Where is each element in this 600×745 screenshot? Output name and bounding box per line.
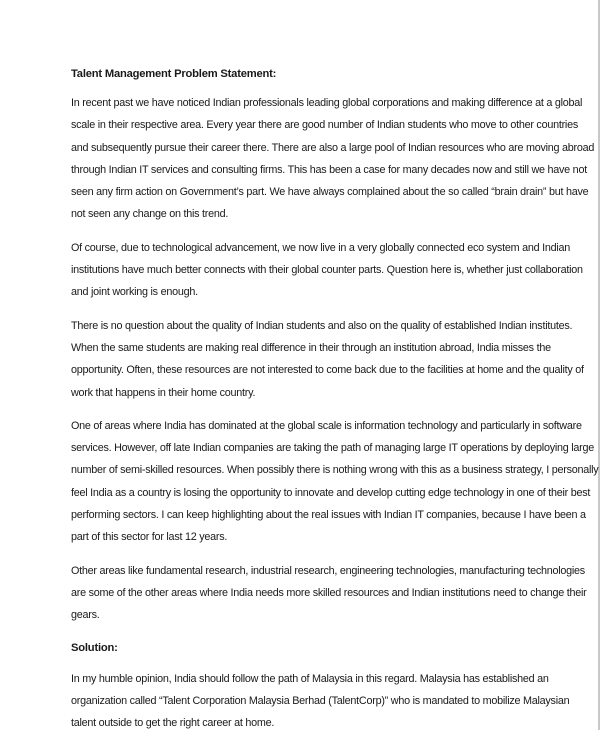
text-line: In my humble opinion, India should follow the path of Malaysia in this regard. Malaysia has established an <box>71 672 549 685</box>
text-line: services. However, off late Indian companies are taking the path of managing large IT operations by deploying large <box>71 442 595 455</box>
text-line: Of course, due to technological advancement, we now live in a very globally connected eco system and Indian <box>71 241 571 254</box>
text-line: talent outside to get the right career at home. <box>71 717 275 730</box>
paragraph-3 <box>71 315 584 404</box>
paragraph-5 <box>71 560 587 627</box>
text-line: number of semi-skilled resources. When possibly there is nothing wrong with this as a business strategy, I personally <box>71 464 599 477</box>
solution-heading: Solution: <box>71 641 118 654</box>
text-line: through Indian IT services and consulting firms. This has been a case for many decades now and still we have not <box>71 163 587 176</box>
text-line: not seen any change on this trend. <box>71 208 229 221</box>
paragraph-4 <box>71 415 599 549</box>
text-line: gears. <box>71 609 100 622</box>
text-line: are some of the other areas where India needs more skilled resources and Indian institutions need to change their <box>71 586 587 599</box>
text-line: performing sectors. I can keep highlighting about the real issues with Indian IT companies, because I have been a <box>71 509 586 522</box>
text-line: and subsequently pursue their career there. There are also a large pool of Indian resources who are moving abroad <box>71 141 595 154</box>
text-line: Other areas like fundamental research, industrial research, engineering technologies, manufacturing technologies <box>71 564 585 577</box>
paragraph-2 <box>71 237 583 304</box>
paragraph-1 <box>71 92 595 226</box>
text-line: When the same students are making real difference in their through an institution abroad, India misses the <box>71 341 551 354</box>
text-line: opportunity. Often, these resources are not interested to come back due to the facilities at home and the quality of <box>71 364 584 377</box>
text-line: work that happens in their home country. <box>71 386 256 399</box>
text-line: There is no question about the quality of Indian students and also on the quality of established Indian institutes. <box>71 319 573 332</box>
solution-paragraph <box>71 668 570 735</box>
document-title: Talent Management Problem Statement: <box>71 68 277 80</box>
text-line: scale in their respective area. Every year there are good number of Indian students who move to other countries <box>71 119 578 132</box>
text-line: seen any firm action on Government’s part. We have always complained about the so called “brain drain” but have <box>71 186 589 199</box>
text-line: and joint working is enough. <box>71 286 198 299</box>
text-line: feel India as a country is losing the opportunity to innovate and develop cutting edge technology in one of their best <box>71 486 591 499</box>
document-body <box>71 64 599 745</box>
text-line: organization called “Talent Corporation Malaysia Berhad (TalentCorp)” who is mandated to mobilize Malaysian <box>71 694 570 707</box>
text-line: institutions have much better connects with their global counter parts. Question here is, whether just collaboration <box>71 264 583 277</box>
text-line: One of areas where India has dominated at the global scale is information technology and particularly in software <box>71 419 582 432</box>
text-line: In recent past we have noticed Indian professionals leading global corporations and making difference at a global <box>71 97 583 109</box>
text-line: part of this sector for last 12 years. <box>71 531 228 544</box>
